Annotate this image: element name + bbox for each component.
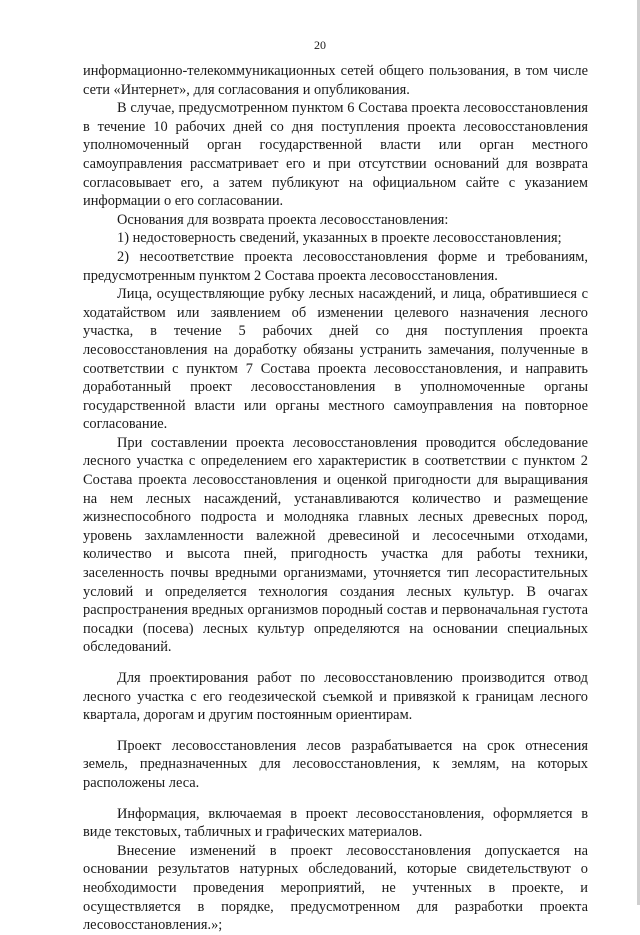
paragraph-materials: Информация, включаемая в проект лесовосстановления, оформляется в виде текстовых, табличных и графических материалов. [83,805,588,841]
page-number: 20 [314,38,326,52]
paragraph-return-grounds: Основания для возврата проекта лесовосстановления: [117,211,449,228]
paragraph-amendments: Внесение изменений в проект лесовосстановления допускается на основании результатов натурных обследований, которые свидетельствуют о необходимости проведения мероприятий, не учтенных в проекте, и осуществляется в порядке, предусмотренном для разработки проекта лесовосстановления.»; [83,842,588,934]
paragraph-allotment: Для проектирования работ по лесовосстановлению производится отвод лесного участка с его геодезической съемкой и привязкой к границам лесного квартала, дорогам и другим постоянным ориентирам. [83,670,588,724]
list-item-1: 1) недостоверность сведений, указанных в проекте лесовосстановления; [117,230,562,247]
paragraph-survey: При составлении проекта лесовосстановления проводится обследование лесного участка с определением его характеристик в соответствии с пунктом 2 Состава проекта лесовосстановления и оценкой пригодности для выращивания на нем лесных насаждений, устанавливаются количество и размещение жизнеспособного подроста и молодняка главных лесных древесных пород, уровень захламленности валежной древесиной и лесосечными отходами, количество и высота пней, пригодность участка для работы техники, заселенность почвы вредными организмами, уточняется тип лесорастительных условий и определяется технология создания лесных культур. В очагах распространения вредных организмов породный состав и первоначальная густота посадки (посева) лесных культур определяются на основании специальных обследований. [83,434,588,656]
paragraph-continuation: информационно-телекоммуникационных сетей общего пользования, в том числе сети «Интернет», для согласования и опубликования. [83,63,588,98]
paragraph-approval-procedure: В случае, предусмотренном пунктом 6 Состава проекта лесовосстановления в течение 10 рабочих дней со дня поступления проекта лесовосстановления уполномоченный орган государственной власти или орган местного самоуправления рассматривает его и при отсутствии оснований для возврата согласовывает его, а затем публикуют на официальном сайте с указанием информации о его согласовании. [83,100,588,210]
paragraph-term: Проект лесовосстановления лесов разрабатывается на срок отнесения земель, предназначенных для лесовосстановления, к землям, на которых расположены леса. [83,737,588,791]
list-item-2: 2) несоответствие проекта лесовосстановления форме и требованиям, предусмотренным пунктом 2 Состава проекта лесовосстановления. [83,248,588,284]
document-body [83,62,588,935]
paragraph-revision: Лица, осуществляющие рубку лесных насаждений, и лица, обратившиеся с ходатайством или заявлением об изменении целевого назначения лесного участка, в течение 5 рабочих дней со дня поступления проекта лесовосстановления на доработку обязаны устранить замечания, полученные в соответствии с пунктом 7 Состава проекта лесовосстановления, и направить доработанный проект лесовосстановления в уполномоченные органы государственной власти или органы местного самоуправления на повторное согласование. [83,286,588,433]
